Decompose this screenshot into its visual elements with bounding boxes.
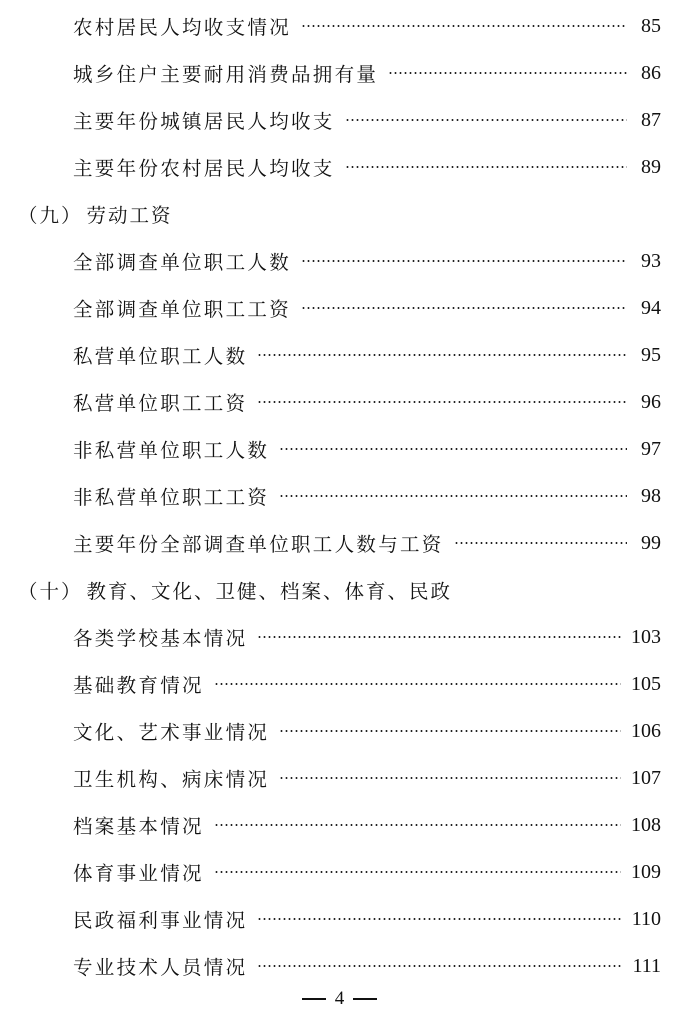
entry-title: 城乡住户主要耐用消费品拥有量 bbox=[73, 63, 379, 86]
entry-title: 文化、艺术事业情况 bbox=[73, 721, 270, 744]
dot-leader bbox=[257, 622, 621, 652]
dot-leader bbox=[214, 669, 621, 699]
toc-entry bbox=[73, 387, 661, 417]
entry-page-number: 93 bbox=[641, 249, 661, 272]
dot-leader bbox=[454, 528, 627, 558]
dot-leader bbox=[214, 857, 621, 887]
section-heading-labor-wages bbox=[18, 199, 173, 229]
toc-entry bbox=[73, 152, 661, 182]
entry-page-number: 85 bbox=[641, 14, 661, 37]
dot-leader bbox=[257, 904, 621, 934]
entry-title: 全部调查单位职工工资 bbox=[73, 298, 292, 321]
entry-page-number: 86 bbox=[641, 61, 661, 84]
entry-page-number: 103 bbox=[631, 625, 661, 648]
entry-page-number: 89 bbox=[641, 155, 661, 178]
dot-leader bbox=[388, 58, 627, 88]
entry-title: 私营单位职工人数 bbox=[73, 345, 248, 368]
toc-entry bbox=[73, 434, 661, 464]
entry-page-number: 95 bbox=[641, 343, 661, 366]
toc-entry bbox=[73, 11, 661, 41]
entry-title: 专业技术人员情况 bbox=[73, 956, 248, 979]
toc-entry bbox=[73, 105, 661, 135]
toc-entry bbox=[73, 716, 661, 746]
entry-page-number: 94 bbox=[641, 296, 661, 319]
entry-page-number: 107 bbox=[631, 766, 661, 789]
entry-title: 私营单位职工工资 bbox=[73, 392, 248, 415]
entry-page-number: 97 bbox=[641, 437, 661, 460]
dot-leader bbox=[301, 11, 627, 41]
page-footer bbox=[0, 984, 679, 1014]
entry-title: 主要年份农村居民人均收支 bbox=[73, 157, 335, 180]
toc-entry bbox=[73, 951, 661, 981]
section-number: （十） bbox=[18, 580, 83, 603]
dot-leader bbox=[345, 152, 627, 182]
entry-page-number: 98 bbox=[641, 484, 661, 507]
entry-title: 非私营单位职工人数 bbox=[73, 439, 270, 462]
toc-entry bbox=[73, 763, 661, 793]
entry-title: 全部调查单位职工人数 bbox=[73, 251, 292, 274]
toc-entry bbox=[73, 58, 661, 88]
dot-leader bbox=[279, 716, 621, 746]
dot-leader bbox=[257, 340, 627, 370]
toc-entry bbox=[73, 857, 661, 887]
dot-leader bbox=[214, 810, 621, 840]
entry-page-number: 109 bbox=[631, 860, 661, 883]
toc-entry bbox=[73, 340, 661, 370]
section-heading-education-culture bbox=[18, 575, 452, 605]
dot-leader bbox=[301, 246, 627, 276]
dot-leader bbox=[257, 951, 622, 981]
dot-leader bbox=[257, 387, 627, 417]
em-dash-left bbox=[302, 998, 326, 999]
dot-leader bbox=[279, 763, 621, 793]
toc-entry bbox=[73, 622, 661, 652]
entry-page-number: 110 bbox=[631, 907, 661, 930]
entry-title: 主要年份全部调查单位职工人数与工资 bbox=[73, 533, 444, 556]
toc-entry bbox=[73, 481, 661, 511]
entry-page-number: 106 bbox=[631, 719, 661, 742]
entry-title: 体育事业情况 bbox=[73, 862, 204, 885]
dot-leader bbox=[279, 434, 627, 464]
entry-page-number: 111 bbox=[632, 954, 661, 977]
entry-title: 档案基本情况 bbox=[73, 815, 204, 838]
toc-entry bbox=[73, 246, 661, 276]
entry-page-number: 99 bbox=[641, 531, 661, 554]
toc-entry bbox=[73, 528, 661, 558]
section-title: 劳动工资 bbox=[86, 204, 173, 227]
dot-leader bbox=[301, 293, 627, 323]
entry-title: 卫生机构、病床情况 bbox=[73, 768, 270, 791]
entry-title: 主要年份城镇居民人均收支 bbox=[73, 110, 335, 133]
page-number: 4 bbox=[334, 988, 345, 1009]
entry-title: 非私营单位职工工资 bbox=[73, 486, 270, 509]
entry-page-number: 87 bbox=[641, 108, 661, 131]
entry-page-number: 105 bbox=[631, 672, 661, 695]
entry-page-number: 108 bbox=[631, 813, 661, 836]
em-dash-right bbox=[353, 998, 377, 999]
toc-entry bbox=[73, 293, 661, 323]
section-title: 教育、文化、卫健、档案、体育、民政 bbox=[86, 580, 453, 603]
toc-entry bbox=[73, 669, 661, 699]
toc-entry bbox=[73, 904, 661, 934]
entry-title: 各类学校基本情况 bbox=[73, 627, 248, 650]
entry-title: 基础教育情况 bbox=[73, 674, 204, 697]
entry-page-number: 96 bbox=[641, 390, 661, 413]
toc-entry bbox=[73, 810, 661, 840]
entry-title: 民政福利事业情况 bbox=[73, 909, 248, 932]
dot-leader bbox=[345, 105, 627, 135]
entry-title: 农村居民人均收支情况 bbox=[73, 16, 292, 39]
dot-leader bbox=[279, 481, 627, 511]
section-number: （九） bbox=[18, 204, 83, 227]
